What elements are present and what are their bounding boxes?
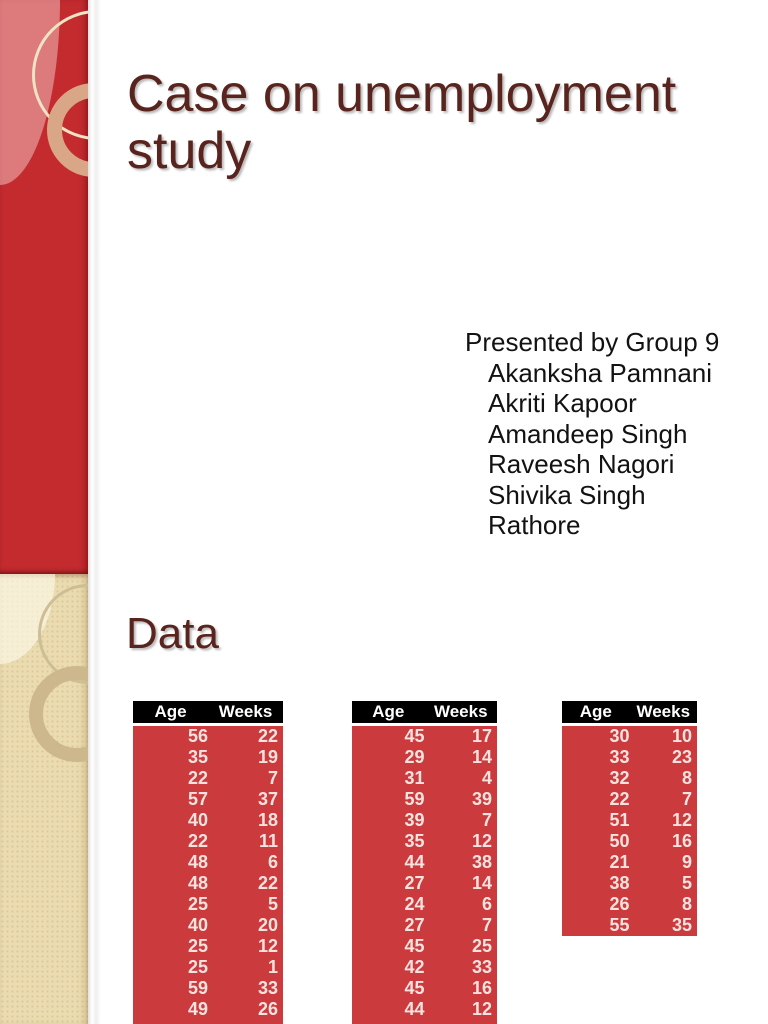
table-row <box>562 894 697 915</box>
table-row <box>352 726 497 747</box>
sidebar-ring-shape <box>29 666 88 762</box>
table-cell: 1 <box>267 957 278 977</box>
table-cell: 26 <box>609 894 630 914</box>
table-row <box>133 831 283 852</box>
table-row <box>133 999 283 1020</box>
table-cell: 22 <box>609 789 630 809</box>
presenter-line: Akanksha Pamnani <box>488 357 713 388</box>
table-cell: 27 <box>404 915 425 935</box>
table-row <box>562 768 697 789</box>
table-row <box>352 852 497 873</box>
table-cell: 38 <box>609 873 630 893</box>
table-row <box>133 915 283 936</box>
presenter-line: Akriti Kapoor <box>488 388 637 418</box>
table-cell: 57 <box>187 789 208 809</box>
table-cell: 7 <box>481 915 492 935</box>
table-cell: 24 <box>404 894 425 914</box>
table-row <box>352 894 497 915</box>
table-cell: 12 <box>257 936 278 956</box>
table-cell: 4 <box>481 768 492 788</box>
table-cell: 37 <box>257 789 278 809</box>
table-row <box>352 915 497 936</box>
table-cell: 48 <box>187 852 208 872</box>
table-row <box>133 957 283 978</box>
table-row <box>562 789 697 810</box>
table-cell: 14 <box>471 747 492 767</box>
age-weeks-table-3 <box>562 701 697 936</box>
table-row <box>562 726 697 747</box>
table-row <box>352 810 497 831</box>
table-cell: 33 <box>257 978 278 998</box>
table-row <box>562 810 697 831</box>
table-row <box>352 999 497 1020</box>
table-cell: 11 <box>258 831 278 851</box>
slide1-sidebar-decoration <box>0 0 88 574</box>
table-cell: 35 <box>404 831 425 851</box>
table-cell: 32 <box>609 768 630 788</box>
table-header-cell: Age <box>154 702 187 721</box>
presenter-line: Shivika Singh <box>488 479 646 510</box>
age-weeks-table-2 <box>352 701 497 1024</box>
slide2-sidebar-decoration <box>0 574 88 1024</box>
table-cell: 56 <box>187 726 208 746</box>
presented-by-block <box>465 327 719 541</box>
table-cell: 5 <box>267 894 278 914</box>
slide-title: Data <box>126 609 219 658</box>
table-row <box>352 789 497 810</box>
table-cell: 12 <box>471 831 492 851</box>
table-row <box>562 915 697 936</box>
table-cell: 5 <box>681 873 692 893</box>
table-cell: 59 <box>404 789 425 809</box>
table-cell: 10 <box>671 726 692 746</box>
presenter-line: Rathore <box>488 510 581 540</box>
table-cell: 49 <box>187 999 208 1019</box>
table-row <box>133 978 283 999</box>
table-cell: 12 <box>471 999 492 1019</box>
table-cell: 38 <box>471 852 492 872</box>
table-row <box>562 747 697 768</box>
table-cell: 50 <box>609 831 630 851</box>
table-cell: 39 <box>404 810 425 830</box>
slide-data-page <box>0 574 768 1024</box>
table-cell: 8 <box>681 768 692 788</box>
table-cell: 48 <box>187 873 208 893</box>
table-cell: 25 <box>471 936 492 956</box>
table-header-row <box>352 701 497 723</box>
table-cell: 44 <box>404 852 425 872</box>
presented-by-line: Presented by Group 9 <box>465 327 720 357</box>
table-row <box>562 873 697 894</box>
table-header-cell: Age <box>372 702 405 721</box>
table-row <box>133 726 283 747</box>
table-cell: 7 <box>481 810 492 830</box>
table-cell: 17 <box>471 726 492 746</box>
table-row <box>133 894 283 915</box>
table-cell: 35 <box>671 915 692 935</box>
table-cell: 29 <box>404 747 425 767</box>
table-row <box>133 768 283 789</box>
page-edge-shadow <box>88 0 101 574</box>
table-cell: 20 <box>257 915 278 935</box>
table-cell: 27 <box>404 873 425 893</box>
table-row <box>352 978 497 999</box>
table-cell: 6 <box>481 894 492 914</box>
table-cell: 33 <box>609 747 630 767</box>
table-row <box>133 810 283 831</box>
table-cell: 21 <box>609 852 630 872</box>
table-cell: 31 <box>404 768 425 788</box>
table-cell: 39 <box>471 789 492 809</box>
table-header-row <box>562 701 697 723</box>
table-header-cell: Age <box>579 702 612 721</box>
table-row <box>133 789 283 810</box>
table-row <box>352 957 497 978</box>
table-header-cell: Weeks <box>433 702 488 721</box>
table-row <box>133 873 283 894</box>
table-cell: 42 <box>404 957 425 977</box>
table-cell: 18 <box>257 810 278 830</box>
table-cell: 25 <box>187 957 208 977</box>
table-cell: 30 <box>609 726 630 746</box>
table-body <box>352 726 497 1024</box>
table-cell: 22 <box>187 831 208 851</box>
page-edge-shadow <box>88 574 101 1024</box>
table-cell: 22 <box>187 768 208 788</box>
table-row <box>133 936 283 957</box>
presenter-line: Raveesh Nagori <box>488 449 675 479</box>
table-row <box>352 747 497 768</box>
slide-title: Case on unemployment study <box>127 65 677 180</box>
presenter-line: Amandeep Singh <box>488 418 688 449</box>
table-cell: 16 <box>471 978 492 998</box>
table-cell: 33 <box>471 957 492 977</box>
table-cell: 25 <box>187 894 208 914</box>
table-cell: 12 <box>671 810 692 830</box>
table-body <box>562 726 697 936</box>
table-cell: 44 <box>404 999 425 1019</box>
table-row <box>352 936 497 957</box>
table-header-cell: Weeks <box>218 702 273 721</box>
table-cell: 14 <box>471 873 492 893</box>
table-cell: 59 <box>187 978 208 998</box>
table-cell: 7 <box>267 768 278 788</box>
table-cell: 45 <box>404 726 425 746</box>
table-cell: 22 <box>257 873 278 893</box>
table-cell: 45 <box>404 936 425 956</box>
table-cell: 25 <box>187 936 208 956</box>
table-cell: 19 <box>257 747 278 767</box>
table-cell: 51 <box>609 810 630 830</box>
table-cell: 22 <box>257 726 278 746</box>
table-cell: 16 <box>671 831 692 851</box>
age-weeks-table-1 <box>133 701 283 1024</box>
table-row <box>562 852 697 873</box>
table-row <box>133 747 283 768</box>
table-cell: 8 <box>681 894 692 914</box>
table-header-row <box>133 701 283 723</box>
table-cell: 23 <box>671 747 692 767</box>
table-row <box>352 873 497 894</box>
table-cell: 40 <box>187 915 208 935</box>
table-cell: 26 <box>257 999 278 1019</box>
table-cell: 6 <box>267 852 278 872</box>
table-cell: 55 <box>609 915 630 935</box>
table-row <box>562 831 697 852</box>
table-cell: 40 <box>187 810 208 830</box>
table-body <box>133 726 283 1024</box>
table-row <box>352 831 497 852</box>
table-cell: 35 <box>187 747 208 767</box>
table-header-cell: Weeks <box>636 702 691 721</box>
table-cell: 45 <box>404 978 425 998</box>
table-cell: 9 <box>681 852 692 872</box>
table-row <box>133 852 283 873</box>
table-cell: 7 <box>681 789 692 809</box>
table-row <box>352 768 497 789</box>
